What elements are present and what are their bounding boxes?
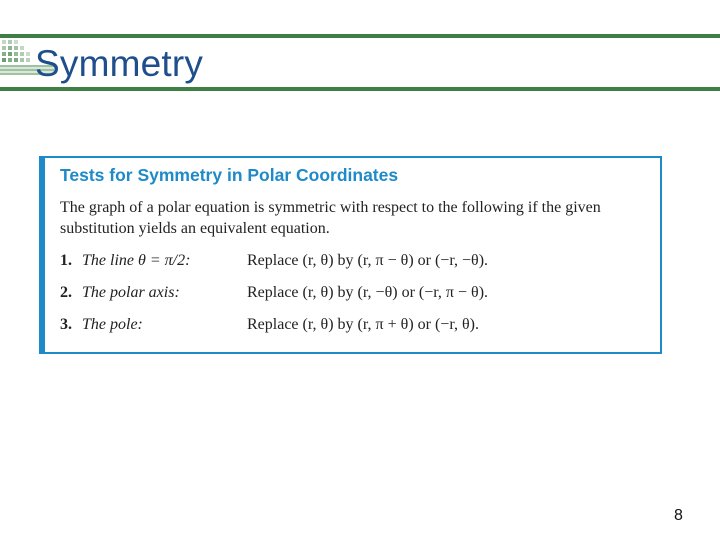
box-description: The graph of a polar equation is symmetric with respect to the following if the given substitution yields an equivalent equation. — [60, 199, 601, 237]
page-number: 8 — [674, 507, 683, 524]
symmetry-tests-box — [39, 156, 662, 354]
test-condition: The pole: — [82, 316, 143, 333]
slide-title: Symmetry — [35, 43, 204, 84]
test-rule: Replace (r, θ) by (r, π − θ) or (−r, −θ). — [247, 252, 489, 269]
box-heading: Tests for Symmetry in Polar Coordinates — [60, 165, 399, 185]
test-number: 3. — [60, 316, 72, 333]
test-number: 2. — [60, 284, 72, 301]
test-rule: Replace (r, θ) by (r, π + θ) or (−r, θ). — [247, 316, 479, 333]
test-number: 1. — [60, 252, 72, 269]
test-condition: The line θ = π/2: — [82, 252, 191, 269]
header-top-rule — [0, 34, 720, 38]
test-rule: Replace (r, θ) by (r, −θ) or (−r, π − θ). — [247, 284, 489, 301]
test-condition: The polar axis: — [82, 284, 180, 301]
